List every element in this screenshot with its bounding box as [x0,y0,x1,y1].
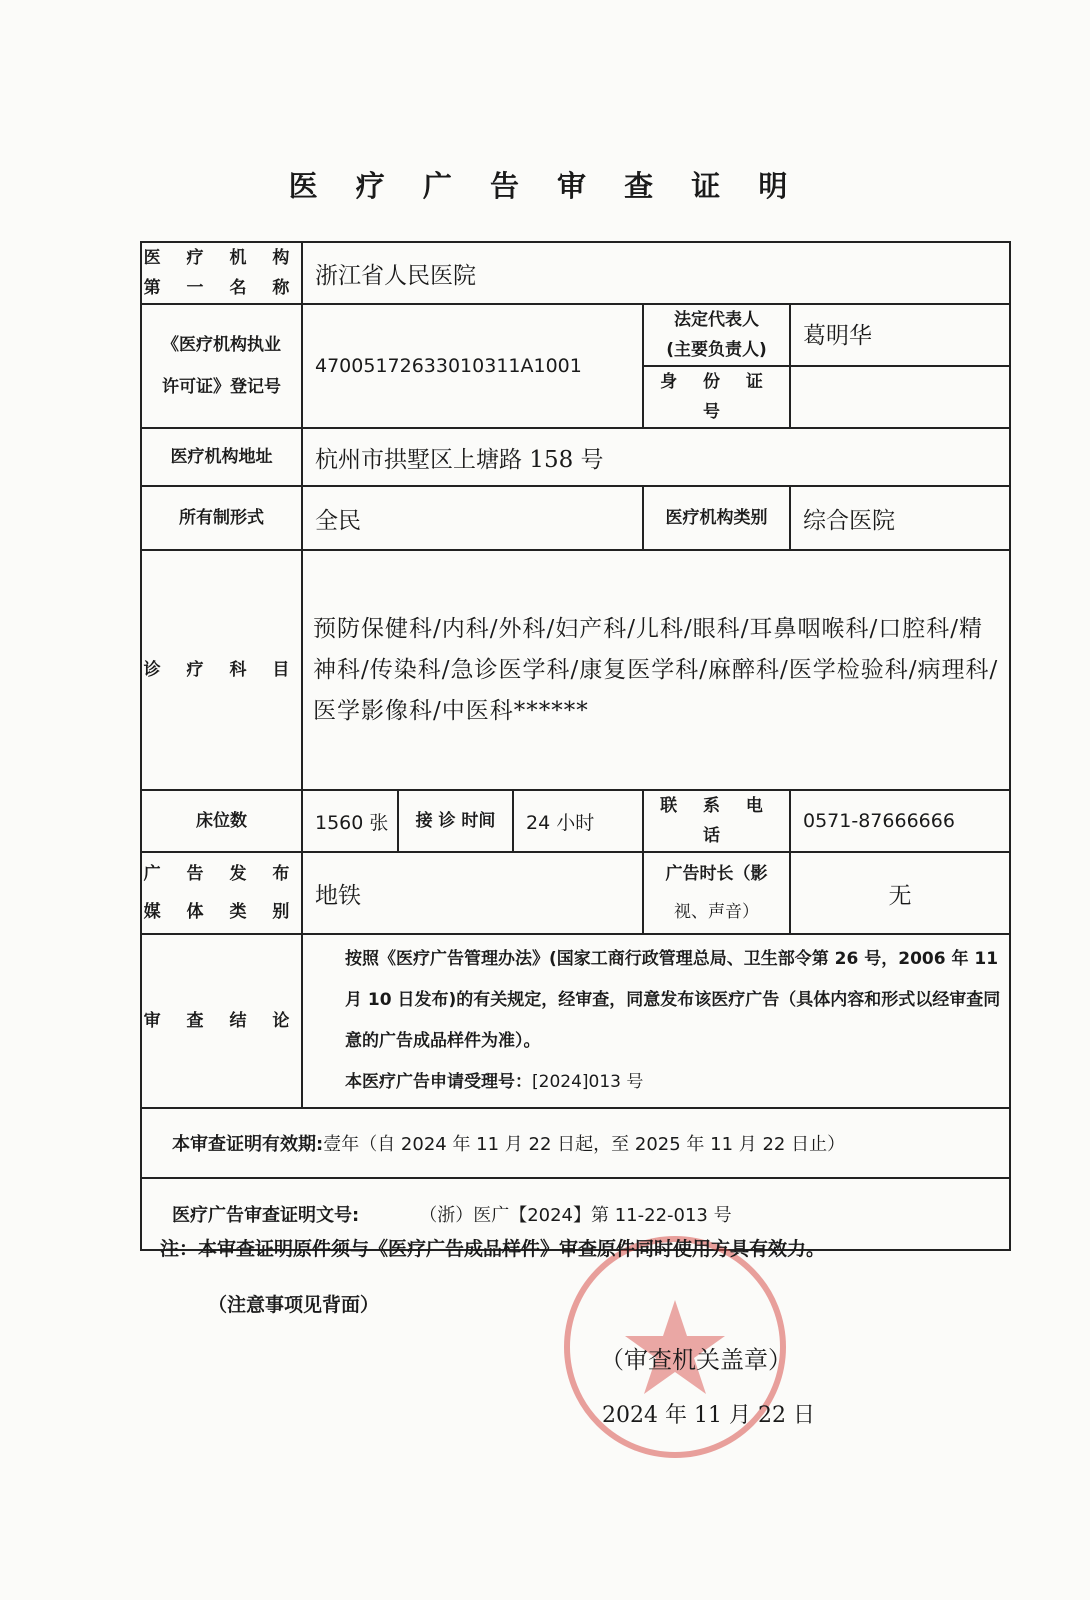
footer-note: 注：本审查证明原件须与《医疗广告成品样件》审查原件同时使用方具有效力。 [160,1238,826,1260]
beds-label: 床位数 [141,790,302,852]
beds-value: 1560 张 [302,790,398,852]
stamp-label: （审查机关盖章） [600,1346,792,1374]
cert-number-row: 医疗广告审查证明文号: （浙）医广【2024】第 11-22-013 号 [141,1178,1010,1250]
acceptance-line: 本医疗广告申请受理号：[2024]013 号 [345,1072,644,1092]
review-conclusion [302,934,1010,1108]
address-value: 杭州市拱墅区上塘路 158 号 [302,428,1010,486]
media-value: 地铁 [302,852,643,934]
category-label: 医疗机构类别 [643,486,790,550]
ownership-label: 所有制形式 [141,486,302,550]
ownership-value: 全民 [302,486,643,550]
subjects-label: 诊 疗 科 目 [141,550,302,790]
review-label: 审 查 结 论 [141,934,302,1108]
legal-rep-label: 法定代表人 (主要负责人) [643,304,790,366]
duration-value: 无 [790,852,1010,934]
institution-label: 医 疗 机 构 第 一 名 称 [141,242,302,304]
page-title: 医 疗 广 告 审 查 证 明 [288,169,802,203]
media-label: 广 告 发 布 媒 体 类 别 [141,852,302,934]
hours-label: 接 诊 时间 [398,790,513,852]
subjects-value: 预防保健科/内科/外科/妇产科/儿科/眼科/耳鼻咽喉科/口腔科/精神科/传染科/急诊医学科/康复医学科/麻醉科/医学检验科/病理科/医学影像科/中医科****** [302,550,1010,790]
phone-label: 联 系 电 话 [643,790,790,852]
institution-name: 浙江省人民医院 [302,242,1010,304]
duration-label: 广告时长（影 视、声音） [643,852,790,934]
license-number: 47005172633010311A1001 [302,304,643,428]
stamp-date: 2024 年 11 月 22 日 [602,1403,815,1428]
footer-note-back: （注意事项见背面） [208,1294,380,1316]
hours-value: 24 小时 [513,790,643,852]
id-number-label: 身 份 证 号 [643,366,790,428]
validity-row: 本审查证明有效期:壹年（自 2024 年 11 月 22 日起，至 2025 年 11 月 22 日止） [141,1108,1010,1178]
license-label: 《医疗机构执业 许可证》登记号 [141,304,302,428]
address-label: 医疗机构地址 [141,428,302,486]
legal-rep-name: 葛明华 [790,304,1010,366]
review-text: 按照《医疗广告管理办法》(国家工商行政管理总局、卫生部令第 26 号，2006 年 11 月 10 日发布)的有关规定，经审查，同意发布该医疗广告（具体内容和形式以经审查同意的广告成品样件为准）。 [345,949,1001,1051]
id-number-value [790,366,1010,428]
category-value: 综合医院 [790,486,1010,550]
certificate-table [140,241,1011,1251]
phone-value: 0571-87666666 [790,790,1010,852]
